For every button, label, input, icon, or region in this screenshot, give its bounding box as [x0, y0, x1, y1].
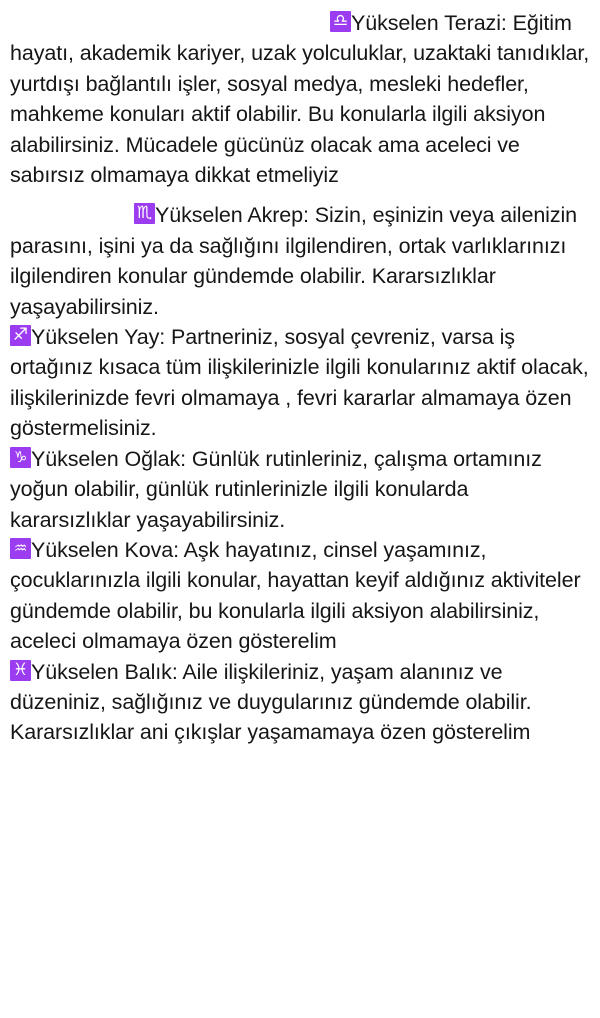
paragraph-text: Yükselen Akrep: Sizin, eşinizin veya ailenizin parasını, işini ya da sağlığını ilgilendiren, ortak varlıklarınızı ilgilendiren konular gündemde olabilir. Kararsızlıklar yaşayabilirsiniz. — [10, 203, 578, 319]
paragraph-text: Yükselen Oğlak: Günlük rutinleriniz, çalışma ortamınız yoğun olabilir, günlük rutinlerinizle ilgili konularda kararsızlıklar yaşayabilirsiniz. — [10, 446, 542, 532]
paragraph-yukselen-yay — [10, 322, 590, 444]
sagittarius-zodiac-icon: ♐ — [10, 325, 31, 346]
capricorn-zodiac-icon: ♑ — [10, 447, 31, 468]
paragraph-text: Yükselen Terazi: Eğitim hayatı, akademik kariyer, uzak yolculuklar, uzaktaki tanıdıklar, yurtdışı bağlantılı işler, sosyal medya, mesleki hedefler, mahkeme konuları aktif olabilir. Bu konularla ilgili aksiyon alabilirsiniz. Mücadele gücünüz olacak ama aceleci ve sabırsız olmamaya dikkat etmeliyiz — [10, 11, 590, 188]
scorpio-zodiac-icon: ♏ — [134, 203, 155, 224]
paragraph-yukselen-kova — [10, 535, 590, 657]
libra-zodiac-icon: ♎ — [330, 11, 351, 32]
paragraph-yukselen-balik — [10, 657, 590, 748]
pisces-zodiac-icon: ♓ — [10, 660, 31, 681]
paragraph-yukselen-terazi — [10, 8, 590, 190]
paragraph-text: Yükselen Balık: Aile ilişkileriniz, yaşam alanınız ve düzeniniz, sağlığınız ve duygularınız gündemde olabilir. Kararsızlıklar ani çıkışlar yaşamamaya özen gösterelim — [10, 659, 532, 745]
aquarius-zodiac-icon: ♒ — [10, 538, 31, 559]
paragraph-text: Yükselen Yay: Partneriniz, sosyal çevreniz, varsa iş ortağınız kısaca tüm ilişkilerinizle ilgili konularınız aktif olacak, ilişkilerinizde fevri olmamaya , fevri kararlar almamaya özen göstermelisiniz. — [10, 325, 589, 441]
paragraph-yukselen-oglak — [10, 444, 590, 535]
paragraph-text: Yükselen Kova: Aşk hayatınız, cinsel yaşamınız, çocuklarınızla ilgili konular, hayattan keyif aldığınız aktiviteler gündemde olabilir, bu konularla ilgili aksiyon alabilirsiniz, aceleci olmamaya özen gösterelim — [10, 537, 581, 654]
paragraph-spacer — [10, 190, 590, 200]
paragraph-yukselen-akrep — [10, 200, 590, 322]
